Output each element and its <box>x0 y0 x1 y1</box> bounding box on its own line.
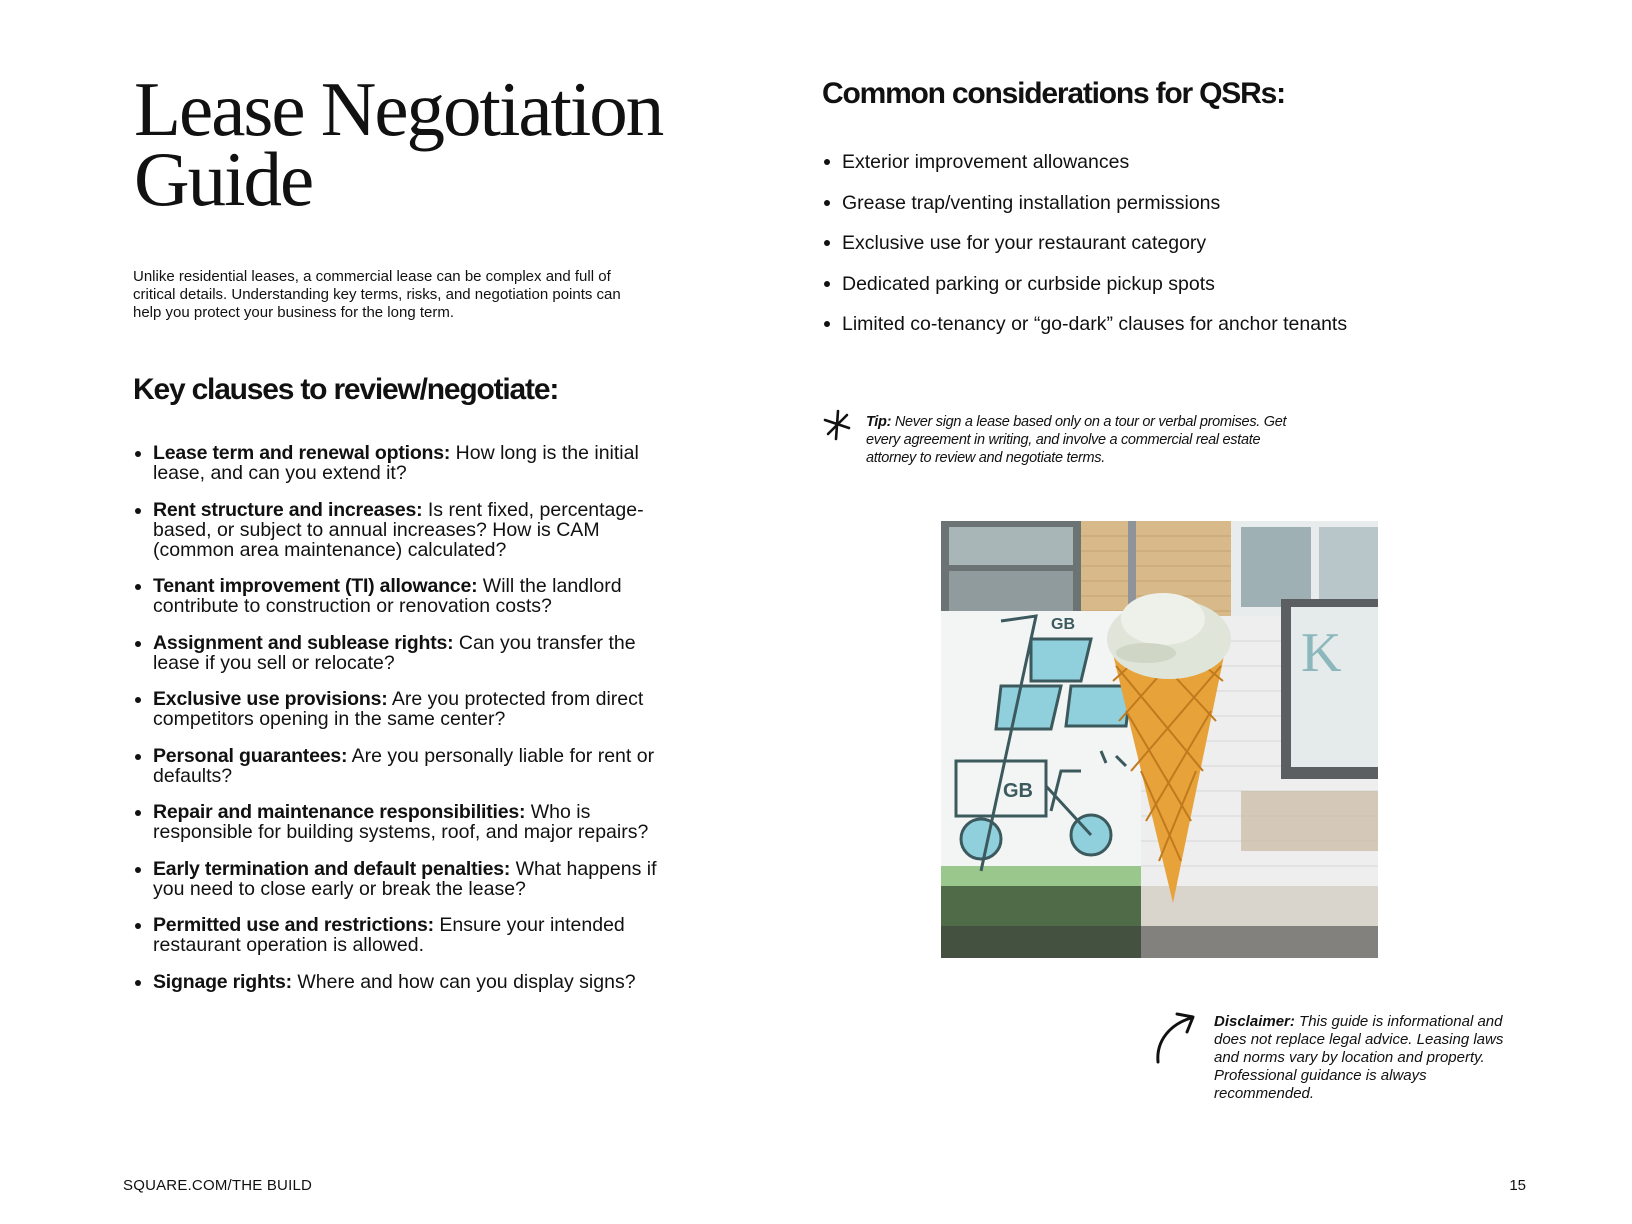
clause-term: Repair and maintenance responsibilities: <box>153 801 526 823</box>
curved-arrow-icon <box>1153 1010 1199 1066</box>
list-item <box>133 802 673 842</box>
key-clauses-list <box>133 443 673 1008</box>
sign-text-gb-bike: GB <box>1003 780 1033 802</box>
page-number: 15 <box>1509 1177 1526 1194</box>
clause-term: Exclusive use provisions: <box>153 688 388 710</box>
key-clauses-heading: Key clauses to review/negotiate: <box>133 373 559 406</box>
clause-text: Where and how can you display signs? <box>291 970 636 993</box>
list-item: Exterior improvement allowances <box>822 151 1422 173</box>
asterisk-icon <box>822 408 852 442</box>
clause-text: Are you personally liable for rent or defaults? <box>153 744 655 787</box>
tip-label: Tip: <box>866 414 892 430</box>
list-item <box>133 500 673 560</box>
clause-term: Tenant improvement (TI) allowance: <box>153 575 478 597</box>
photo-illustration <box>941 521 1378 958</box>
disclaimer-text: This guide is informational and does not replace legal advice. Leasing laws and norms vary by location and property. Professional guidance is always recommended. <box>1214 1013 1504 1102</box>
list-item <box>133 689 673 729</box>
list-item <box>133 915 673 955</box>
list-item <box>133 443 673 483</box>
title-line-1: Lease Negotiation <box>134 66 663 152</box>
list-item: Dedicated parking or curbside pickup spots <box>822 273 1422 295</box>
sign-text-gb-top: GB <box>1051 616 1075 633</box>
clause-text: Will the landlord contribute to construction or renovation costs? <box>153 575 622 617</box>
clause-term: Early termination and default penalties: <box>153 857 511 880</box>
clause-term: Signage rights: <box>153 970 292 993</box>
clause-text: Is rent fixed, percentage-based, or subject to annual increases? How is CAM (common area maintenance) calculated? <box>153 498 644 561</box>
clause-term: Assignment and sublease rights: <box>153 631 454 654</box>
clause-text: Ensure your intended restaurant operation is allowed. <box>153 914 625 956</box>
sign-letter-k: K <box>1301 622 1342 684</box>
clause-term: Personal guarantees: <box>153 744 348 767</box>
intro-paragraph: Unlike residential leases, a commercial lease can be complex and full of critical details. Understanding key terms, risks, and negotiation points can help you protect your business for the long term. <box>133 268 621 321</box>
disclaimer-label: Disclaimer: <box>1214 1013 1295 1030</box>
list-item: Grease trap/venting installation permissions <box>822 192 1422 214</box>
list-item: Limited co-tenancy or “go-dark” clauses for anchor tenants <box>822 313 1422 335</box>
disclaimer-callout <box>1214 1013 1524 1103</box>
footer-site: SQUARE.COM/THE BUILD <box>123 1177 313 1194</box>
list-item: Exclusive use for your restaurant category <box>822 232 1422 254</box>
list-item <box>133 746 673 786</box>
clause-term: Rent structure and increases: <box>153 498 423 521</box>
title-line-2: Guide <box>134 136 313 222</box>
qsr-heading: Common considerations for QSRs: <box>822 77 1285 110</box>
clause-text: Can you transfer the lease if you sell or relocate? <box>153 631 636 674</box>
clause-text: What happens if you need to close early or break the lease? <box>153 857 657 900</box>
tip-callout <box>866 413 1306 467</box>
clause-text: How long is the initial lease, and can you extend it? <box>153 442 639 484</box>
clause-text: Who is responsible for building systems, roof, and major repairs? <box>153 801 649 843</box>
list-item <box>133 633 673 673</box>
list-item <box>133 859 673 899</box>
ice-cream-storefront-photo <box>941 521 1378 958</box>
qsr-list <box>822 151 1422 354</box>
list-item <box>133 576 673 616</box>
list-item <box>133 972 673 992</box>
clause-term: Lease term and renewal options: <box>153 442 451 464</box>
clause-text: Are you protected from direct competitors opening in the same center? <box>153 688 644 730</box>
page-title <box>134 66 774 222</box>
clause-term: Permitted use and restrictions: <box>153 914 434 936</box>
tip-text: Never sign a lease based only on a tour or verbal promises. Get every agreement in writing, and involve a commercial real estate attorney to review and negotiate terms. <box>866 414 1287 466</box>
